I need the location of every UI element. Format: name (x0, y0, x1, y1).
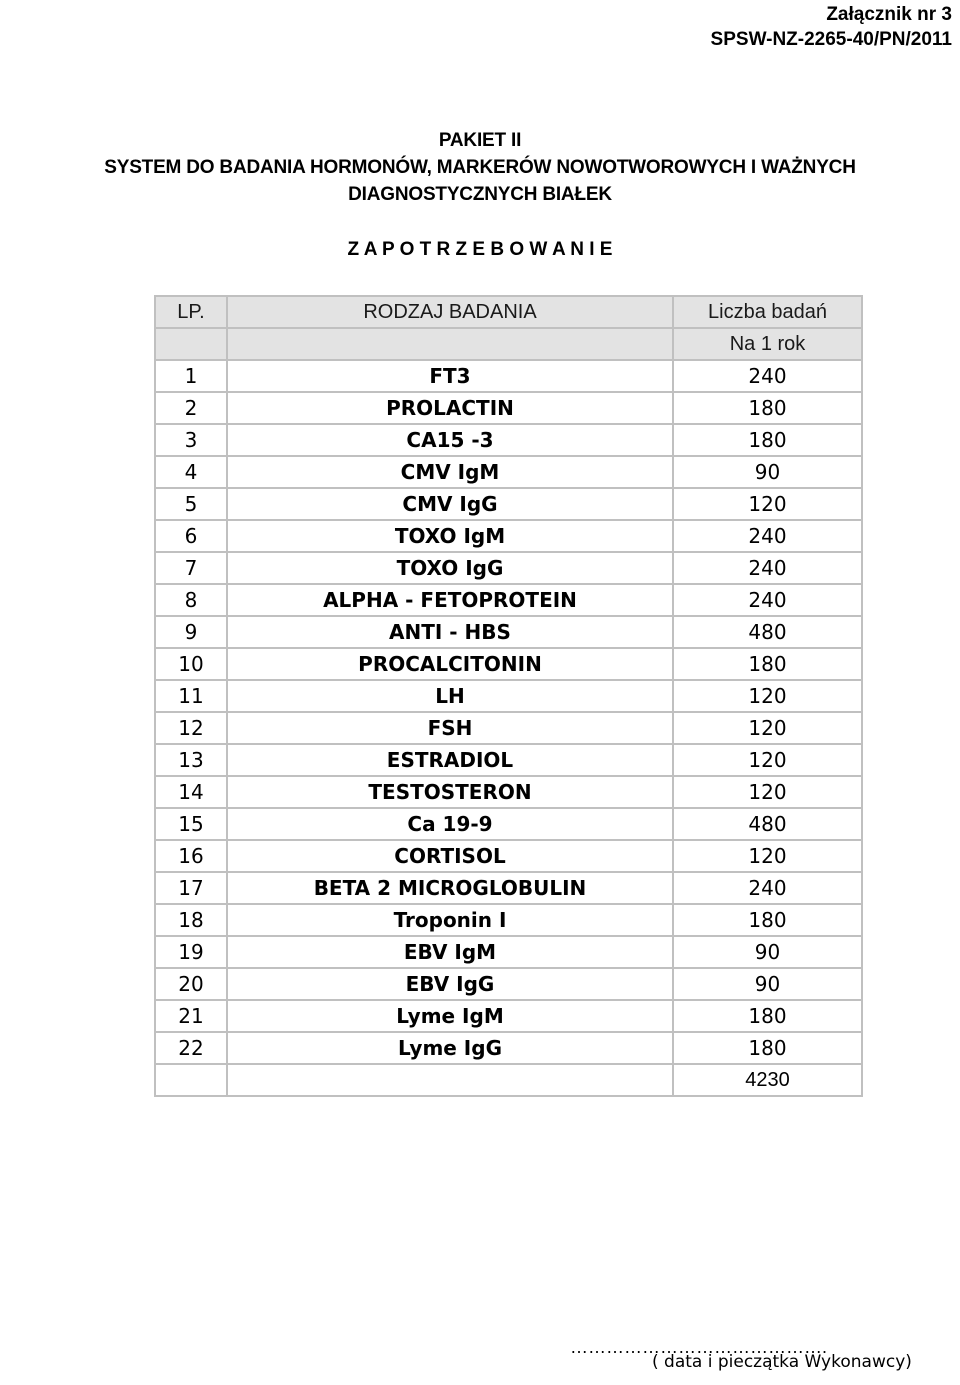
test-name: CA15 -3 (227, 424, 673, 456)
test-count: 120 (673, 744, 862, 776)
system-title-continued: DIAGNOSTYCZNYCH BIAŁEK (348, 184, 612, 205)
row-number: 13 (155, 744, 227, 776)
row-number: 11 (155, 680, 227, 712)
table-row (155, 872, 862, 904)
test-count: 240 (673, 584, 862, 616)
test-name: TOXO IgG (227, 552, 673, 584)
header-test-type: RODZAJ BADANIA (227, 296, 673, 328)
row-number: 21 (155, 1000, 227, 1032)
total-lp-empty (155, 1064, 227, 1096)
test-name: BETA 2 MICROGLOBULIN (227, 872, 673, 904)
reference-number: SPSW-NZ-2265-40/PN/2011 (710, 29, 952, 50)
row-number: 20 (155, 968, 227, 1000)
table-row (155, 392, 862, 424)
header-lp: LP. (155, 296, 227, 328)
table-row (155, 744, 862, 776)
table-row (155, 584, 862, 616)
row-number: 5 (155, 488, 227, 520)
test-name: CMV IgG (227, 488, 673, 520)
row-number: 18 (155, 904, 227, 936)
attachment-number: Załącznik nr 3 (826, 4, 952, 25)
table-row (155, 1032, 862, 1064)
row-number: 8 (155, 584, 227, 616)
test-count: 120 (673, 840, 862, 872)
row-number: 17 (155, 872, 227, 904)
row-number: 4 (155, 456, 227, 488)
table-row (155, 648, 862, 680)
document-heading (0, 127, 960, 208)
table-header-row (155, 296, 862, 328)
row-number: 19 (155, 936, 227, 968)
test-name: Lyme IgG (227, 1032, 673, 1064)
test-count: 120 (673, 712, 862, 744)
test-name: Troponin I (227, 904, 673, 936)
table-row (155, 776, 862, 808)
test-name: TESTOSTERON (227, 776, 673, 808)
test-name: ESTRADIOL (227, 744, 673, 776)
table-row (155, 968, 862, 1000)
test-count: 120 (673, 488, 862, 520)
row-number: 9 (155, 616, 227, 648)
test-count: 240 (673, 872, 862, 904)
test-name: FT3 (227, 360, 673, 392)
test-name: Lyme IgM (227, 1000, 673, 1032)
table-row (155, 1000, 862, 1032)
test-count: 180 (673, 392, 862, 424)
row-number: 15 (155, 808, 227, 840)
table-total-row (155, 1064, 862, 1096)
table-row (155, 840, 862, 872)
test-count: 480 (673, 808, 862, 840)
table-row (155, 904, 862, 936)
requirement-title: Z A P O T R Z E B O W A N I E (347, 239, 613, 260)
test-count: 180 (673, 1032, 862, 1064)
row-number: 12 (155, 712, 227, 744)
row-number: 1 (155, 360, 227, 392)
test-name: PROLACTIN (227, 392, 673, 424)
test-count: 90 (673, 936, 862, 968)
row-number: 22 (155, 1032, 227, 1064)
test-name: EBV IgM (227, 936, 673, 968)
row-number: 7 (155, 552, 227, 584)
table-row (155, 712, 862, 744)
table-row (155, 424, 862, 456)
system-title: SYSTEM DO BADANIA HORMONÓW, MARKERÓW NOWOTWOROWYCH I WAŻNYCH (104, 157, 856, 178)
row-number: 14 (155, 776, 227, 808)
table-row (155, 680, 862, 712)
test-name: Ca 19-9 (227, 808, 673, 840)
test-name: CORTISOL (227, 840, 673, 872)
table-row (155, 936, 862, 968)
table-row (155, 488, 862, 520)
signature-dots: ……………………………………. (570, 1337, 828, 1357)
test-count: 240 (673, 520, 862, 552)
test-name: CMV IgM (227, 456, 673, 488)
attachment-header (711, 2, 952, 52)
test-count: 90 (673, 968, 862, 1000)
header-per-year: Na 1 rok (673, 328, 862, 360)
test-count: 120 (673, 680, 862, 712)
table-row (155, 552, 862, 584)
table-row (155, 360, 862, 392)
subheader-name-empty (227, 328, 673, 360)
test-count: 180 (673, 648, 862, 680)
test-name: EBV IgG (227, 968, 673, 1000)
tests-table (154, 295, 863, 1097)
total-name-empty (227, 1064, 673, 1096)
total-count: 4230 (673, 1064, 862, 1096)
table-row (155, 616, 862, 648)
table-row (155, 456, 862, 488)
test-count: 180 (673, 424, 862, 456)
test-count: 90 (673, 456, 862, 488)
subheader-lp-empty (155, 328, 227, 360)
test-count: 240 (673, 360, 862, 392)
row-number: 6 (155, 520, 227, 552)
test-name: FSH (227, 712, 673, 744)
test-count: 240 (673, 552, 862, 584)
test-name: ALPHA - FETOPROTEIN (227, 584, 673, 616)
table-row (155, 808, 862, 840)
test-name: TOXO IgM (227, 520, 673, 552)
row-number: 10 (155, 648, 227, 680)
test-count: 180 (673, 904, 862, 936)
test-count: 120 (673, 776, 862, 808)
test-name: LH (227, 680, 673, 712)
table-row (155, 520, 862, 552)
test-count: 180 (673, 1000, 862, 1032)
header-test-count: Liczba badań (673, 296, 862, 328)
test-count: 480 (673, 616, 862, 648)
table-subheader-row (155, 328, 862, 360)
row-number: 16 (155, 840, 227, 872)
test-name: PROCALCITONIN (227, 648, 673, 680)
row-number: 3 (155, 424, 227, 456)
package-title: PAKIET II (438, 130, 522, 151)
test-name: ANTI - HBS (227, 616, 673, 648)
signature-label: ( data i pieczątka Wykonawcy) (652, 1352, 912, 1372)
row-number: 2 (155, 392, 227, 424)
